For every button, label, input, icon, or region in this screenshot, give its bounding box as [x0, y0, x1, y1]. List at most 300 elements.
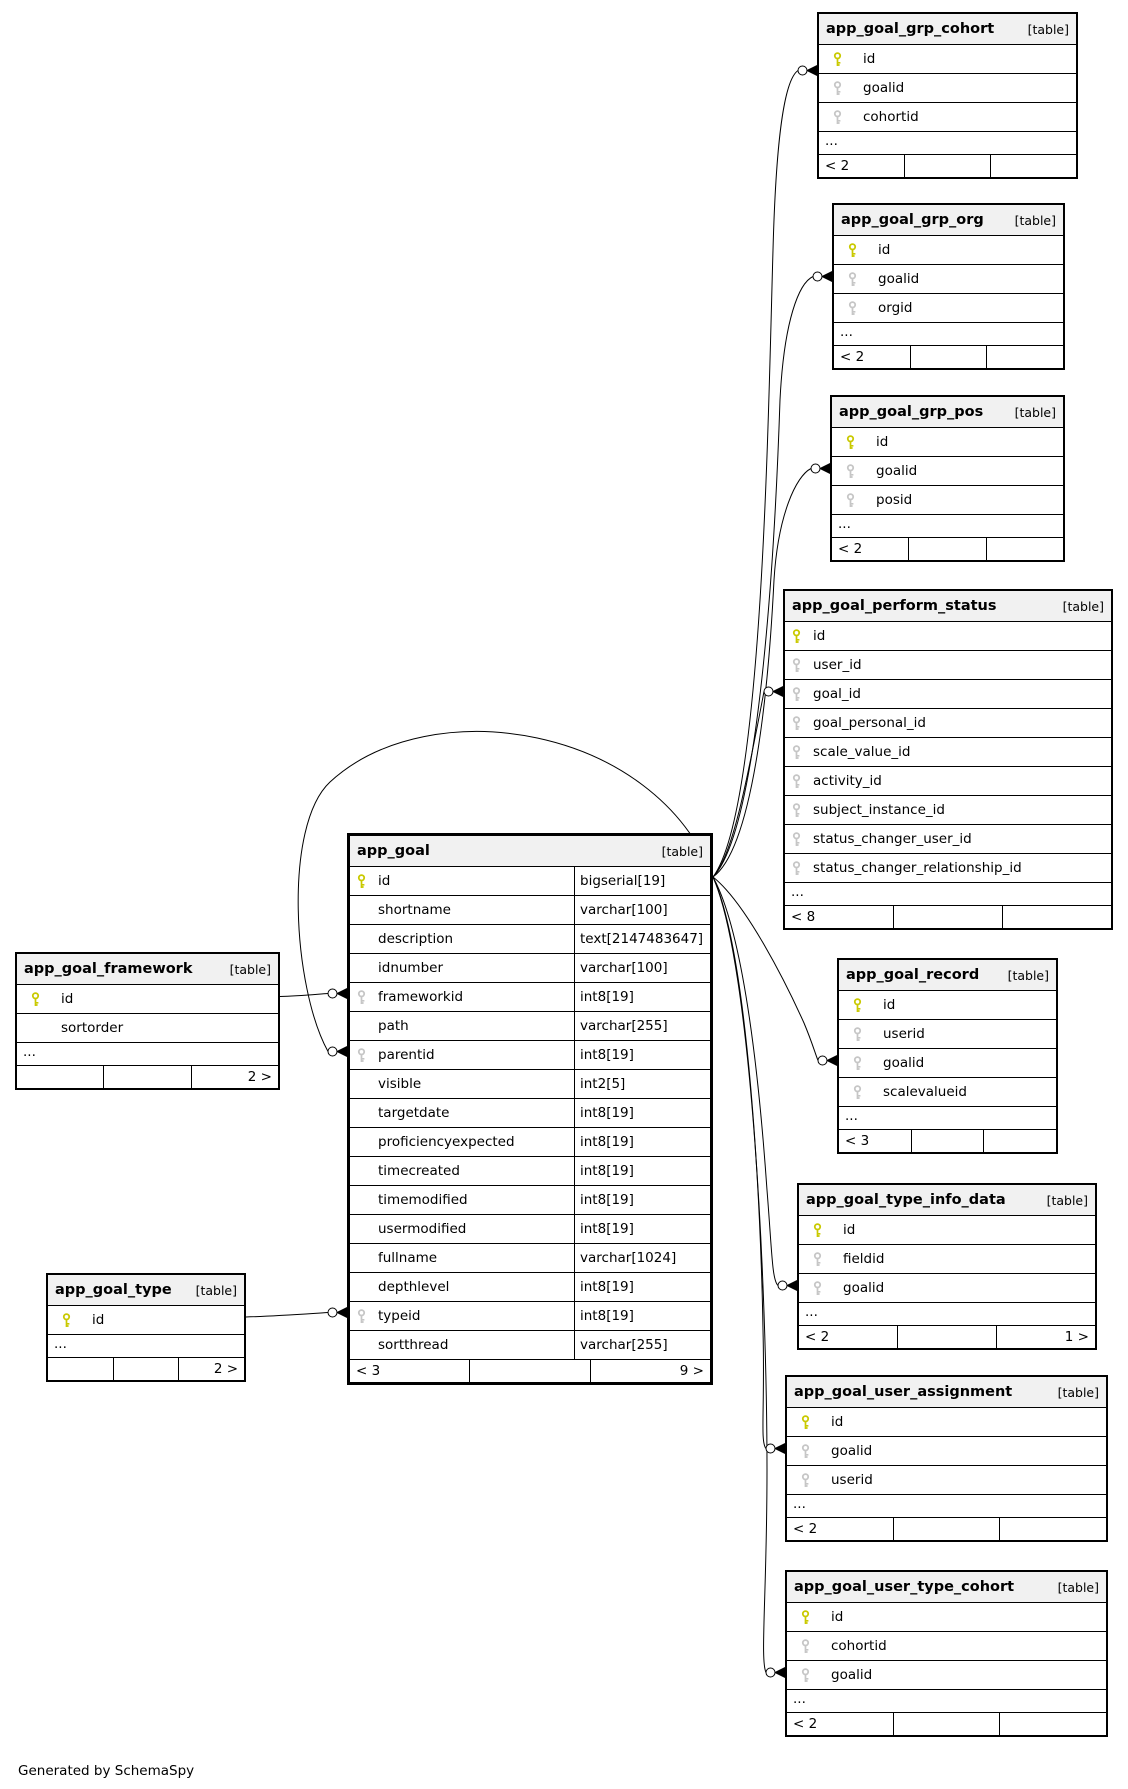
column-row: [48, 1305, 244, 1334]
column-row: [350, 866, 710, 895]
column-name: goalid: [878, 271, 920, 287]
column-name-cell: [350, 925, 574, 953]
column-name-cell: [832, 486, 1063, 514]
column-name-cell: [819, 74, 1076, 102]
column-name-cell: [785, 738, 1111, 766]
column-name: user_id: [813, 657, 862, 673]
footer-cell: [17, 1066, 103, 1088]
foreign-key-icon: [846, 493, 855, 508]
ellipsis-row: ...: [839, 1106, 1056, 1129]
column-type: int8[19]: [574, 1215, 710, 1243]
column-row: [819, 102, 1076, 131]
footer-cell: < 3: [356, 1363, 381, 1379]
foreign-key-icon: [848, 301, 857, 316]
table-app_goal_framework[interactable]: [15, 952, 280, 1090]
column-row: [799, 1273, 1095, 1302]
column-row: [832, 485, 1063, 514]
column-row: [350, 924, 710, 953]
edge-appgoal-userassignment: [713, 877, 766, 1449]
table-app_goal_grp_pos[interactable]: [830, 395, 1065, 562]
column-row: [785, 766, 1111, 795]
column-row: [834, 293, 1063, 322]
column-name: id: [831, 1414, 844, 1430]
column-row: [350, 1185, 710, 1214]
footer-cell: 2 >: [191, 1066, 278, 1088]
table-tag: [table]: [1062, 598, 1104, 614]
ellipsis-row: ...: [832, 514, 1063, 537]
column-name-cell: [787, 1603, 1106, 1631]
edge-type-appgoal: [246, 1313, 328, 1318]
column-type: varchar[100]: [574, 954, 710, 982]
footer-cell: [999, 1518, 1106, 1540]
table-footer: [832, 537, 1063, 560]
column-row: [832, 427, 1063, 456]
column-name: goal_id: [813, 686, 861, 702]
column-row: [350, 982, 710, 1011]
column-name-cell: [819, 103, 1076, 131]
column-name: cohortid: [863, 109, 919, 125]
generated-by-note: Generated by SchemaSpy: [18, 1763, 195, 1779]
column-row: [785, 853, 1111, 882]
table-app_goal_grp_org[interactable]: [832, 203, 1065, 370]
ellipsis-row: ...: [785, 882, 1111, 905]
table-header[interactable]: [799, 1185, 1095, 1215]
table-tag: [table]: [661, 843, 703, 859]
table-header[interactable]: [787, 1377, 1106, 1407]
column-name: userid: [831, 1472, 873, 1488]
column-row: [785, 708, 1111, 737]
column-name: goalid: [883, 1055, 925, 1071]
column-name-cell: [350, 867, 574, 895]
table-footer: [839, 1129, 1056, 1152]
column-name: userid: [883, 1026, 925, 1042]
column-row: [350, 1156, 710, 1185]
table-tag: [table]: [1014, 404, 1056, 420]
column-name-cell: [350, 1244, 574, 1272]
table-app_goal_perform_status[interactable]: [783, 589, 1113, 930]
column-row: [350, 1127, 710, 1156]
table-header[interactable]: [832, 397, 1063, 427]
column-name-cell: [350, 1302, 574, 1330]
primary-key-icon: [833, 52, 842, 67]
foreign-key-icon: [357, 1309, 366, 1324]
table-header[interactable]: [17, 954, 278, 984]
foreign-key-icon: [833, 81, 842, 96]
column-row: [832, 456, 1063, 485]
column-name: description: [378, 931, 454, 947]
table-footer: [834, 345, 1063, 368]
table-header[interactable]: [785, 591, 1111, 621]
column-row: [834, 264, 1063, 293]
column-type: varchar[255]: [574, 1331, 710, 1359]
table-title[interactable]: app_goal: [357, 843, 430, 859]
ellipsis-row: ...: [834, 322, 1063, 345]
column-name-cell: [832, 457, 1063, 485]
column-name: sortthread: [378, 1337, 449, 1353]
primary-key-icon: [853, 998, 862, 1013]
column-name-cell: [350, 1070, 574, 1098]
column-name: fieldid: [843, 1251, 885, 1267]
edge-appgoal-performstatus: [713, 692, 764, 878]
column-row: [787, 1660, 1106, 1689]
primary-key-icon: [813, 1223, 822, 1238]
table-tag: [table]: [1057, 1384, 1099, 1400]
footer-cell: [1002, 906, 1111, 928]
table-footer: [819, 154, 1076, 177]
foreign-key-icon: [792, 687, 801, 702]
table-header[interactable]: [787, 1572, 1106, 1602]
footer-cell: [999, 1713, 1106, 1735]
table-tag: [table]: [1057, 1579, 1099, 1595]
column-name-cell: [799, 1216, 1095, 1244]
column-name: goalid: [843, 1280, 885, 1296]
footer-cell: < 2: [825, 158, 850, 174]
column-row: [834, 235, 1063, 264]
foreign-key-icon: [357, 990, 366, 1005]
footer-cell: 9 >: [590, 1360, 710, 1382]
table-title[interactable]: app_goal_framework: [24, 961, 193, 977]
primary-key-icon: [801, 1610, 810, 1625]
column-type: int8[19]: [574, 1041, 710, 1069]
column-name: timemodified: [378, 1192, 468, 1208]
column-type: varchar[255]: [574, 1012, 710, 1040]
foreign-key-icon: [801, 1639, 810, 1654]
footer-cell: < 3: [845, 1133, 870, 1149]
table-title[interactable]: app_goal_user_type_cohort: [794, 1579, 1015, 1595]
column-name-cell: [350, 1128, 574, 1156]
footer-cell: [897, 1326, 996, 1348]
table-tag: [table]: [229, 961, 271, 977]
table-app_goal_user_assignment[interactable]: [785, 1375, 1108, 1542]
column-name-cell: [17, 1014, 278, 1042]
column-name-cell: [785, 709, 1111, 737]
column-name: orgid: [878, 300, 913, 316]
table-app_goal_type[interactable]: [46, 1273, 246, 1382]
table-footer: [787, 1712, 1106, 1735]
column-type: int8[19]: [574, 983, 710, 1011]
column-row: [787, 1407, 1106, 1436]
table-tag: [table]: [1027, 21, 1069, 37]
column-name: visible: [378, 1076, 422, 1092]
column-name: status_changer_relationship_id: [813, 860, 1022, 876]
primary-key-icon: [801, 1415, 810, 1430]
column-row: [787, 1602, 1106, 1631]
column-row: [785, 824, 1111, 853]
foreign-key-icon: [792, 774, 801, 789]
column-name-cell: [834, 236, 1063, 264]
column-name-cell: [785, 651, 1111, 679]
column-type: varchar[1024]: [574, 1244, 710, 1272]
foreign-key-icon: [853, 1056, 862, 1071]
column-name-cell: [350, 1041, 574, 1069]
column-type: bigserial[19]: [574, 867, 710, 895]
table-title[interactable]: app_goal_user_assignment: [794, 1384, 1013, 1400]
column-name: id: [831, 1609, 844, 1625]
table-title[interactable]: app_goal_grp_pos: [839, 404, 984, 420]
column-name-cell: [17, 985, 278, 1013]
footer-cell: < 2: [838, 541, 863, 557]
column-row: [785, 650, 1111, 679]
column-name: frameworkid: [378, 989, 464, 1005]
column-row: [17, 1013, 278, 1042]
column-name-cell: [350, 1331, 574, 1359]
column-name: cohortid: [831, 1638, 887, 1654]
column-name: status_changer_user_id: [813, 831, 972, 847]
column-type: int8[19]: [574, 1273, 710, 1301]
column-row: [785, 737, 1111, 766]
column-name: goalid: [876, 463, 918, 479]
primary-key-icon: [357, 874, 366, 889]
column-type: int8[19]: [574, 1099, 710, 1127]
column-name: fullname: [378, 1250, 438, 1266]
column-name: id: [378, 873, 391, 889]
table-title[interactable]: app_goal_grp_cohort: [826, 21, 995, 37]
column-row: [350, 1098, 710, 1127]
footer-cell: 2 >: [178, 1358, 244, 1380]
footer-cell: [986, 346, 1063, 368]
column-name: id: [876, 434, 889, 450]
foreign-key-icon: [357, 1048, 366, 1063]
table-header[interactable]: [839, 960, 1056, 990]
column-row: [350, 1243, 710, 1272]
column-name-cell: [834, 294, 1063, 322]
column-row: [799, 1244, 1095, 1273]
column-row: [785, 795, 1111, 824]
column-name: id: [813, 628, 826, 644]
column-row: [350, 1330, 710, 1359]
primary-key-icon: [848, 243, 857, 258]
column-name: posid: [876, 492, 913, 508]
column-name-cell: [350, 1099, 574, 1127]
column-row: [787, 1465, 1106, 1494]
column-name: targetdate: [378, 1105, 450, 1121]
column-row: [839, 1048, 1056, 1077]
column-name-cell: [787, 1632, 1106, 1660]
column-row: [787, 1436, 1106, 1465]
column-name-cell: [839, 1078, 1056, 1106]
column-row: [839, 990, 1056, 1019]
column-name-cell: [787, 1661, 1106, 1689]
ellipsis-row: ...: [787, 1689, 1106, 1712]
column-name-cell: [787, 1437, 1106, 1465]
column-row: [350, 1272, 710, 1301]
column-name-cell: [350, 1273, 574, 1301]
column-name-cell: [785, 767, 1111, 795]
column-row: [350, 895, 710, 924]
column-name-cell: [350, 954, 574, 982]
primary-key-icon: [846, 435, 855, 450]
table-header[interactable]: [819, 14, 1076, 44]
foreign-key-icon: [813, 1252, 822, 1267]
footer-cell: [893, 1518, 1000, 1540]
footer-cell: < 2: [840, 349, 865, 365]
ellipsis-row: ...: [787, 1494, 1106, 1517]
column-name: timecreated: [378, 1163, 460, 1179]
column-name-cell: [787, 1408, 1106, 1436]
column-name-cell: [832, 428, 1063, 456]
footer-cell: [910, 346, 987, 368]
foreign-key-icon: [792, 745, 801, 760]
column-name-cell: [350, 1186, 574, 1214]
table-tag: [table]: [1014, 212, 1056, 228]
table-footer: [17, 1065, 278, 1088]
column-name-cell: [834, 265, 1063, 293]
table-title[interactable]: app_goal_type: [55, 1282, 172, 1298]
table-tag: [table]: [1046, 1192, 1088, 1208]
table-title[interactable]: app_goal_type_info_data: [806, 1192, 1006, 1208]
foreign-key-icon: [792, 861, 801, 876]
table-app_goal_type_info_data[interactable]: [797, 1183, 1097, 1350]
footer-cell: [48, 1358, 113, 1380]
column-name-cell: [350, 1215, 574, 1243]
column-name: id: [883, 997, 896, 1013]
table-footer: [350, 1359, 710, 1382]
column-row: [785, 621, 1111, 650]
column-name: parentid: [378, 1047, 435, 1063]
foreign-key-icon: [801, 1444, 810, 1459]
foreign-key-icon: [848, 272, 857, 287]
column-name-cell: [350, 896, 574, 924]
column-name-cell: [785, 796, 1111, 824]
column-type: int8[19]: [574, 1302, 710, 1330]
column-name-cell: [48, 1306, 244, 1334]
column-name: typeid: [378, 1308, 421, 1324]
footer-cell: [893, 906, 1002, 928]
footer-cell: < 2: [793, 1716, 818, 1732]
footer-cell: [893, 1713, 1000, 1735]
footer-cell: [908, 538, 985, 560]
primary-key-icon: [31, 992, 40, 1007]
footer-cell: [103, 1066, 190, 1088]
column-name-cell: [350, 1012, 574, 1040]
column-name-cell: [799, 1274, 1095, 1302]
column-name-cell: [785, 622, 1111, 650]
edge-appgoal-usertypecohort: [713, 877, 767, 1673]
ellipsis-row: ...: [48, 1334, 244, 1357]
column-row: [350, 1214, 710, 1243]
column-name: sortorder: [61, 1020, 124, 1036]
column-name-cell: [350, 983, 574, 1011]
foreign-key-icon: [846, 464, 855, 479]
column-name: goal_personal_id: [813, 715, 926, 731]
column-row: [787, 1631, 1106, 1660]
footer-cell: [983, 1130, 1056, 1152]
column-row: [819, 73, 1076, 102]
column-type: varchar[100]: [574, 896, 710, 924]
primary-key-icon: [792, 629, 801, 644]
foreign-key-icon: [792, 832, 801, 847]
footer-cell: [469, 1360, 589, 1382]
column-name: subject_instance_id: [813, 802, 945, 818]
foreign-key-icon: [853, 1027, 862, 1042]
column-name: goalid: [831, 1667, 873, 1683]
column-name: scale_value_id: [813, 744, 911, 760]
table-footer: [787, 1517, 1106, 1540]
table-title[interactable]: app_goal_record: [846, 967, 980, 983]
column-name: depthlevel: [378, 1279, 450, 1295]
column-type: int8[19]: [574, 1157, 710, 1185]
foreign-key-icon: [853, 1085, 862, 1100]
table-header[interactable]: [350, 836, 710, 866]
column-row: [350, 1011, 710, 1040]
column-name: id: [61, 991, 74, 1007]
column-name: usermodified: [378, 1221, 467, 1237]
column-row: [839, 1019, 1056, 1048]
column-name-cell: [799, 1245, 1095, 1273]
primary-key-icon: [62, 1313, 71, 1328]
table-footer: [48, 1357, 244, 1380]
column-row: [350, 1069, 710, 1098]
column-name-cell: [839, 991, 1056, 1019]
column-row: [839, 1077, 1056, 1106]
column-row: [785, 679, 1111, 708]
column-name: goalid: [863, 80, 905, 96]
foreign-key-icon: [801, 1473, 810, 1488]
foreign-key-icon: [801, 1668, 810, 1683]
foreign-key-icon: [792, 658, 801, 673]
table-tag: [table]: [195, 1282, 237, 1298]
column-name: shortname: [378, 902, 451, 918]
footer-cell: [904, 155, 990, 177]
table-app_goal[interactable]: [347, 833, 713, 1385]
column-name: id: [863, 51, 876, 67]
footer-cell: < 2: [805, 1329, 830, 1345]
column-name-cell: [785, 854, 1111, 882]
table-footer: [799, 1325, 1095, 1348]
column-type: int8[19]: [574, 1186, 710, 1214]
ellipsis-row: ...: [17, 1042, 278, 1065]
edge-framework-appgoal: [280, 994, 328, 997]
edge-appgoal-typeinfodata: [713, 877, 778, 1286]
column-row: [819, 44, 1076, 73]
table-header[interactable]: [48, 1275, 244, 1305]
column-name-cell: [787, 1466, 1106, 1494]
column-name-cell: [839, 1020, 1056, 1048]
column-type: int8[19]: [574, 1128, 710, 1156]
column-name-cell: [350, 1157, 574, 1185]
table-title[interactable]: app_goal_perform_status: [792, 598, 997, 614]
foreign-key-icon: [792, 716, 801, 731]
column-name-cell: [785, 825, 1111, 853]
ellipsis-row: ...: [819, 131, 1076, 154]
column-name: id: [878, 242, 891, 258]
column-name-cell: [819, 45, 1076, 73]
table-header[interactable]: [834, 205, 1063, 235]
column-row: [799, 1215, 1095, 1244]
column-name: activity_id: [813, 773, 882, 789]
foreign-key-icon: [813, 1281, 822, 1296]
table-tag: [table]: [1007, 967, 1049, 983]
foreign-key-icon: [833, 110, 842, 125]
column-name: path: [378, 1018, 409, 1034]
column-row: [350, 1301, 710, 1330]
column-name-cell: [839, 1049, 1056, 1077]
table-footer: [785, 905, 1111, 928]
column-name: goalid: [831, 1443, 873, 1459]
footer-cell: [911, 1130, 984, 1152]
column-type: text[2147483647]: [574, 925, 710, 953]
table-app_goal_user_type_cohort[interactable]: [785, 1570, 1108, 1737]
ellipsis-row: ...: [799, 1302, 1095, 1325]
table-app_goal_grp_cohort[interactable]: [817, 12, 1078, 179]
table-app_goal_record[interactable]: [837, 958, 1058, 1154]
footer-cell: 1 >: [996, 1326, 1095, 1348]
column-name: id: [843, 1222, 856, 1238]
table-title[interactable]: app_goal_grp_org: [841, 212, 984, 228]
column-name: idnumber: [378, 960, 444, 976]
column-type: int2[5]: [574, 1070, 710, 1098]
column-name: proficiencyexpected: [378, 1134, 515, 1150]
